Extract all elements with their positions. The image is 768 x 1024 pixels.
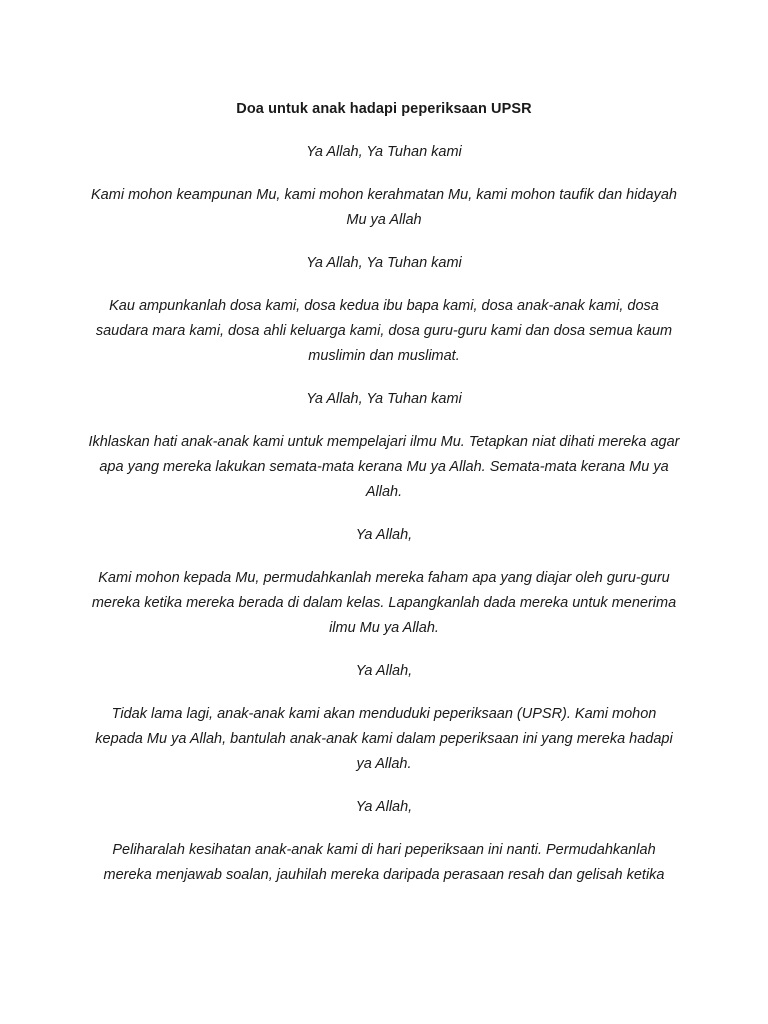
paragraph: Peliharalah kesihatan anak-anak kami di hari peperiksaan ini nanti. Permudahkanlah mereka menjawab soalan, jauhilah mereka daripada perasaan resah dan gelisah ketika (103, 842, 665, 883)
paragraph-invocation: Ya Allah, (355, 527, 413, 543)
paragraph-invocation: Ya Allah, Ya Tuhan kami (306, 255, 462, 271)
paragraph: Tidak lama lagi, anak-anak kami akan menduduki peperiksaan (UPSR). Kami mohon kepada Mu ya Allah, bantulah anak-anak kami dalam peperiksaan ini yang mereka hadapi ya Allah. (95, 706, 673, 772)
paragraph: Kami mohon kepada Mu, permudahkanlah mereka faham apa yang diajar oleh guru-guru mereka ketika mereka berada di dalam kelas. Lapangkanlah dada mereka untuk menerima ilmu Mu ya Allah. (91, 570, 677, 636)
paragraph: Ikhlaskan hati anak-anak kami untuk mempelajari ilmu Mu. Tetapkan niat dihati mereka agar apa yang mereka lakukan semata-mata kerana Mu ya Allah. Semata-mata kerana Mu ya Allah. (88, 434, 680, 500)
paragraph-invocation: Ya Allah, (355, 799, 413, 815)
paragraph-invocation: Ya Allah, Ya Tuhan kami (306, 391, 462, 407)
document-body (88, 97, 680, 906)
document-title: Doa untuk anak hadapi peperiksaan UPSR (236, 101, 532, 117)
paragraph: Kau ampunkanlah dosa kami, dosa kedua ibu bapa kami, dosa anak-anak kami, dosa saudara mara kami, dosa ahli keluarga kami, dosa guru-guru kami dan dosa semua kaum muslimin dan muslimat. (95, 298, 673, 364)
paragraph-invocation: Ya Allah, (355, 663, 413, 679)
paragraph-invocation: Ya Allah, Ya Tuhan kami (306, 144, 462, 160)
paragraph: Kami mohon keampunan Mu, kami mohon kerahmatan Mu, kami mohon taufik dan hidayah Mu ya Allah (91, 187, 677, 228)
